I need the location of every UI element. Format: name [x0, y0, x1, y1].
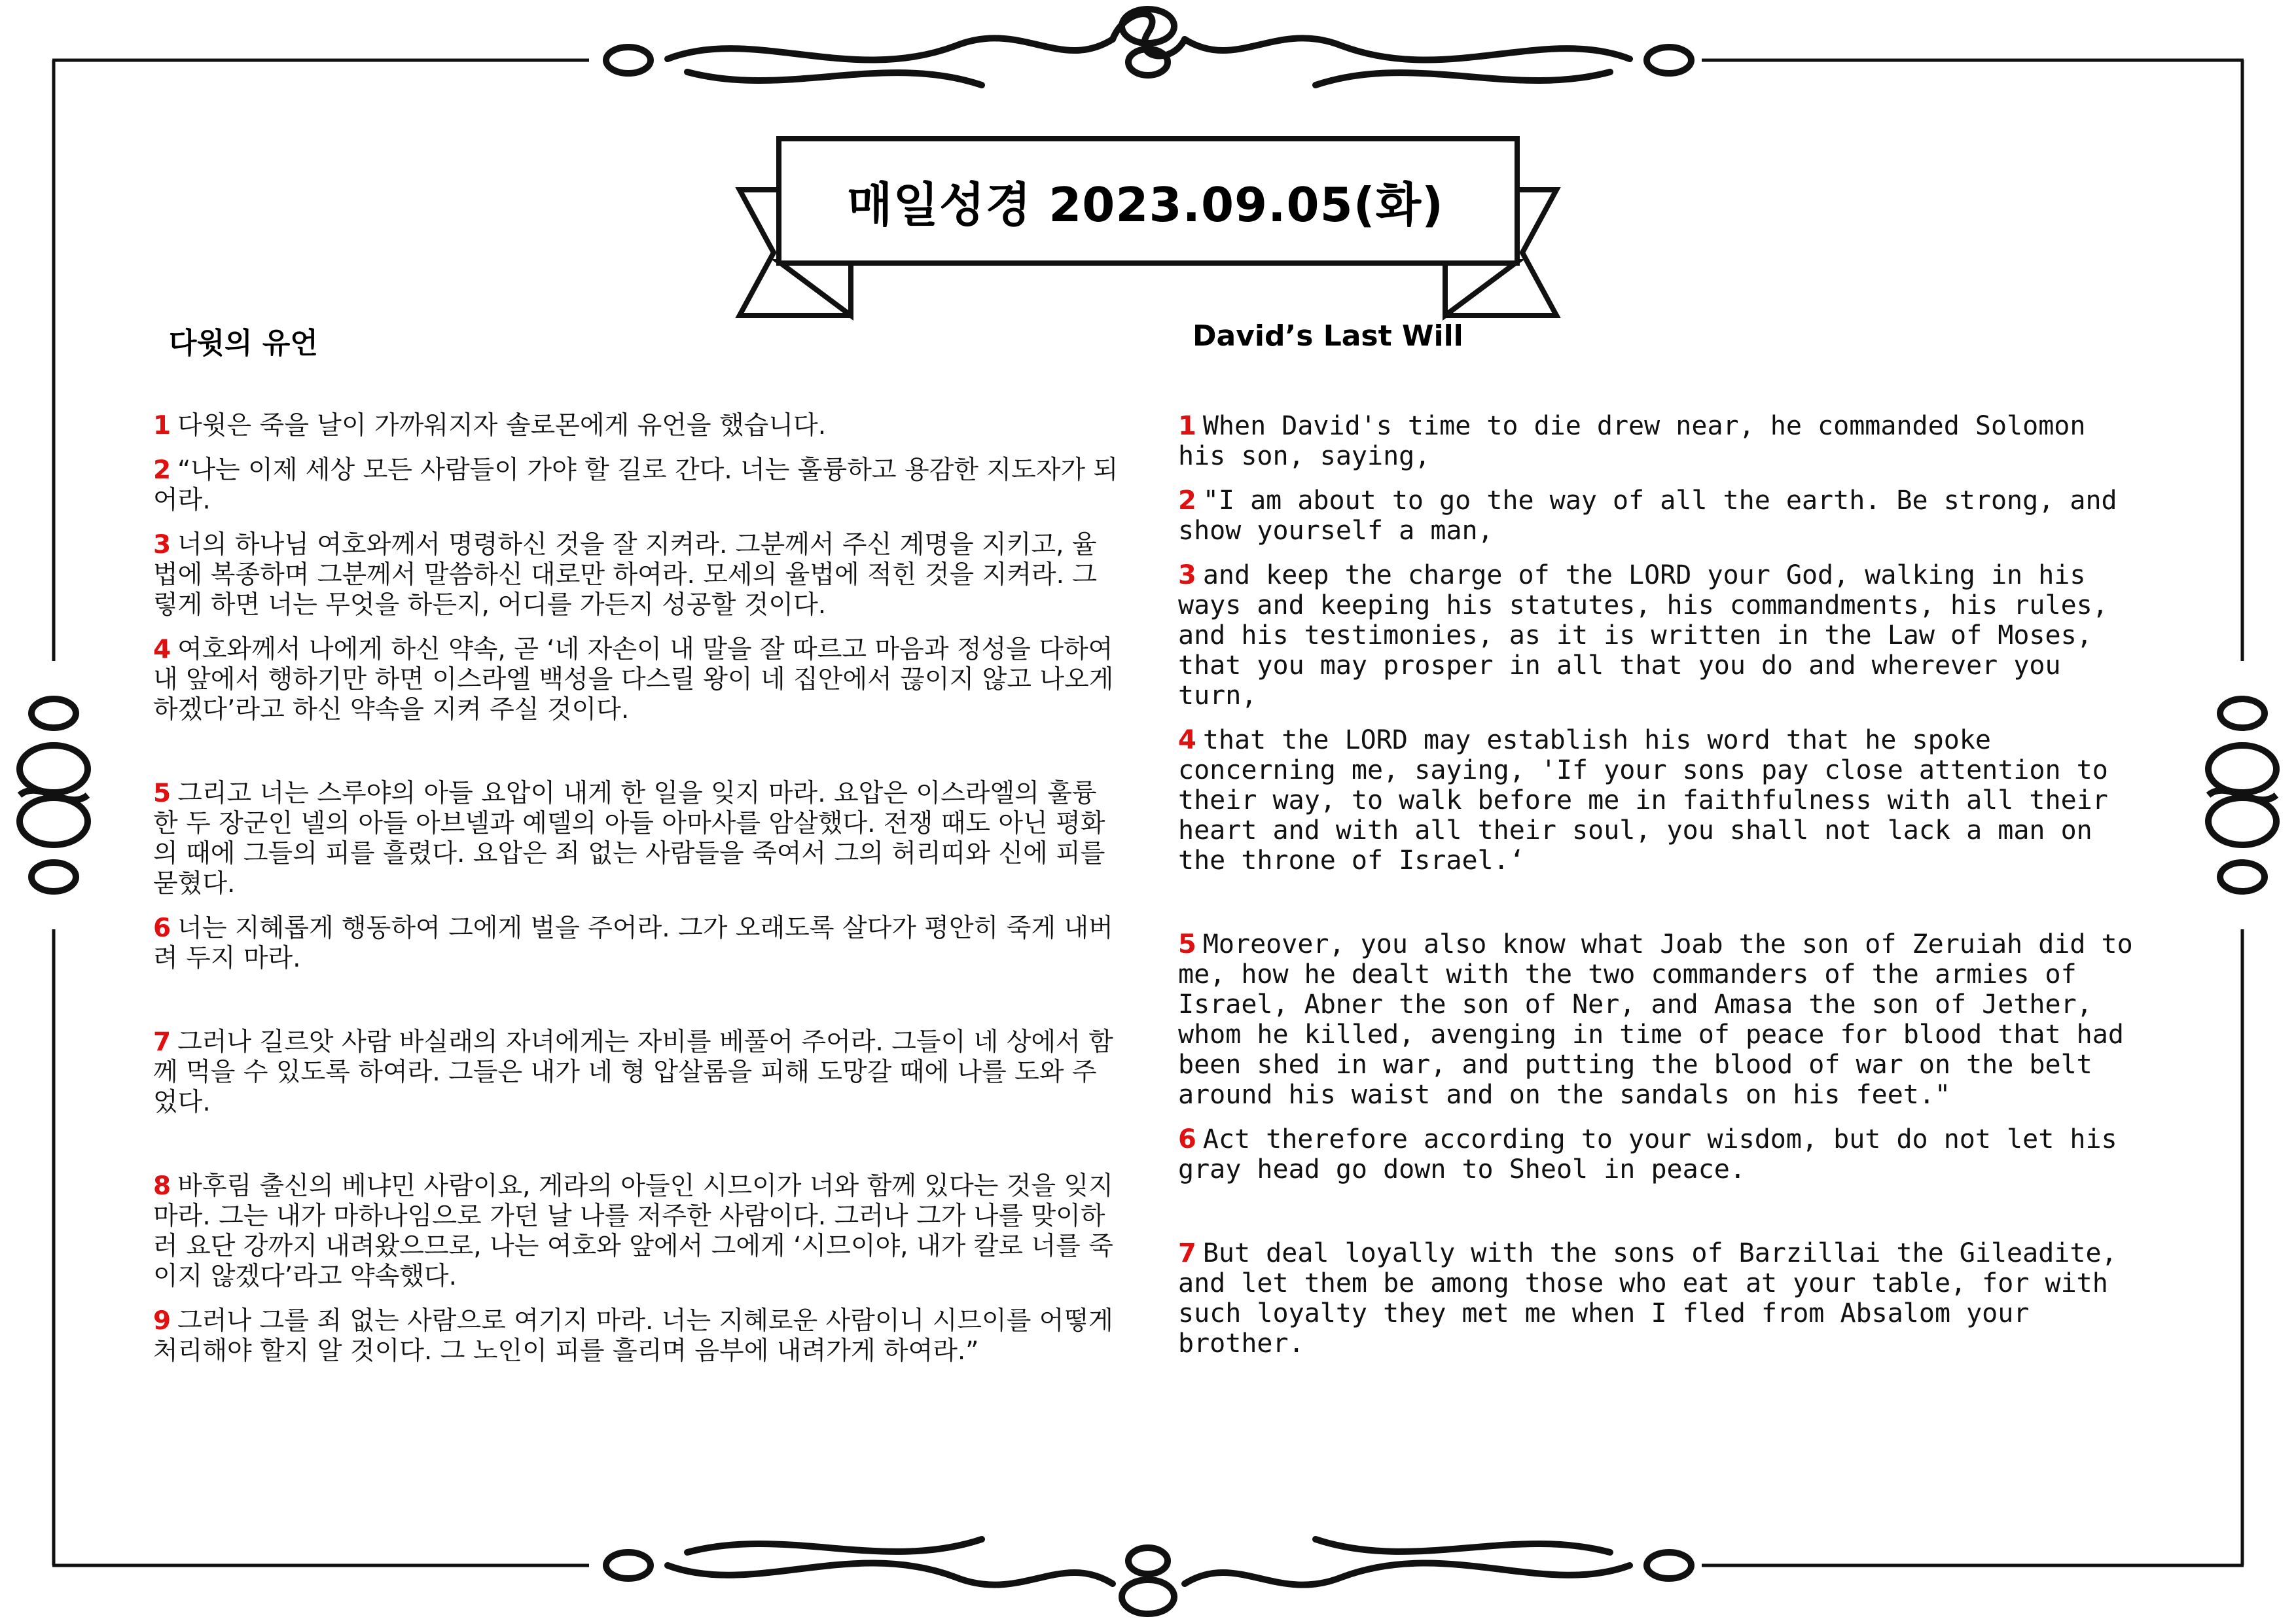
korean-heading: 다윗의 유언 — [169, 327, 318, 360]
verse-en-7 — [1178, 1238, 2147, 1359]
verse-ko-5 — [153, 779, 1119, 899]
verse-number: 6 — [1178, 1124, 1196, 1154]
verse-text: 여호와께서 나에게 하신 약속, 곧 ‘네 자손이 내 말을 잘 따르고 마음과 정성을 다하여 내 앞에서 행하기만 하면 이스라엘 백성을 다스릴 왕이 네 집안에서 끊이지 않고 나오게 하겠다’라고 하신 약속을 지켜 주실 것이다. — [153, 635, 1114, 724]
verse-number: 8 — [153, 1171, 171, 1201]
verse-number: 2 — [153, 455, 171, 485]
verse-ko-1 — [153, 411, 1119, 441]
verse-ko-3 — [153, 530, 1119, 620]
top-scroll-ornament — [606, 9, 1691, 85]
verse-en-4 — [1178, 725, 2147, 876]
english-heading: David’s Last Will — [1193, 319, 1463, 353]
verse-text: 너는 지혜롭게 행동하여 그에게 벌을 주어라. 그가 오래도록 살다가 평안히 죽게 내버려 두지 마라. — [153, 914, 1113, 973]
verse-text: Act therefore according to your wisdom, but do not let his gray head go down to Sheol in peace. — [1178, 1124, 2117, 1185]
verse-ko-4 — [153, 635, 1119, 725]
verse-en-3 — [1178, 560, 2147, 711]
verse-number: 1 — [1178, 411, 1196, 441]
verse-ko-7 — [153, 1027, 1119, 1118]
verse-text: and keep the charge of the LORD your God, walking in his ways and keeping his statutes, his commandments, his rules, and his testimonies, as it is written in the Law of Moses, that you may prosper in all that you do and wherever you turn, — [1178, 560, 2108, 711]
verse-number: 9 — [153, 1306, 171, 1336]
verse-text: 그러나 길르앗 사람 바실래의 자녀에게는 자비를 베풀어 주어라. 그들이 네 상에서 함께 먹을 수 있도록 하여라. 그들은 내가 네 형 압살롬을 피해 도망갈 때에 나를 도와 주었다. — [153, 1027, 1113, 1117]
verse-en-2 — [1178, 486, 2147, 546]
verse-number: 4 — [1178, 725, 1196, 755]
verse-number: 3 — [153, 530, 171, 560]
verse-text: 그리고 너는 스루야의 아들 요압이 내게 한 일을 잊지 마라. 요압은 이스라엘의 훌륭한 두 장군인 넬의 아들 아브넬과 예델의 아들 아마사를 암살했다. 전쟁 때도 아닌 평화의 때에 그들의 피를 흘렸다. 요압은 죄 없는 사람들을 죽여서 그의 허리띠와 신에 피를 묻혔다. — [153, 779, 1105, 899]
verse-text: Moreover, you also know what Joab the son of Zeruiah did to me, how he dealt with the two commanders of the armies of Israel, Abner the son of Ner, and Amasa the son of Jether, whom he killed, avenging in time of peace for blood that had been shed in war, and putting the blood of war on the belt around his waist and on the sandals on his feet." — [1178, 929, 2133, 1110]
verse-ko-8 — [153, 1171, 1119, 1292]
verse-number: 7 — [1178, 1238, 1196, 1268]
verse-ko-9 — [153, 1306, 1119, 1366]
verse-number: 7 — [153, 1027, 171, 1057]
right-side-ornament — [2208, 699, 2276, 891]
verse-en-6 — [1178, 1124, 2147, 1185]
verse-number: 5 — [153, 779, 171, 808]
verse-number: 5 — [1178, 929, 1196, 959]
verse-text: 너의 하나님 여호와께서 명령하신 것을 잘 지켜라. 그분께서 주신 계명을 지키고, 율법에 복종하며 그분께서 말씀하신 대로만 하여라. 모세의 율법에 적힌 것을 지켜라. 그렇게 하면 너는 무엇을 하든지, 어디를 가든지 성공할 것이다. — [153, 530, 1098, 620]
korean-column — [153, 411, 1119, 1381]
english-column — [1178, 411, 2147, 1373]
verse-number: 6 — [153, 914, 171, 943]
verse-number: 4 — [153, 635, 171, 664]
left-side-ornament — [20, 699, 88, 891]
bottom-scroll-ornament — [606, 1539, 1691, 1614]
verse-text: 다윗은 죽을 날이 가까워지자 솔로몬에게 유언을 했습니다. — [177, 411, 827, 440]
verse-text: But deal loyally with the sons of Barzillai the Gileadite, and let them be among those who eat at your table, for with such loyalty they met me when I fled from Absalom your brother. — [1178, 1238, 2117, 1359]
verse-number: 2 — [1178, 486, 1196, 516]
verse-text: 바후림 출신의 베냐민 사람이요, 게라의 아들인 시므이가 너와 함께 있다는 것을 잊지 마라. 그는 내가 마하나임으로 가던 날 나를 저주한 사람이다. 그러나 그가 나를 맞이하러 요단 강까지 내려왔으므로, 나는 여호와 앞에서 그에게 ‘시므이야, 내가 칼로 너를 죽이지 않겠다’라고 약속했다. — [153, 1171, 1113, 1291]
verse-en-5 — [1178, 929, 2147, 1110]
verse-text: "I am about to go the way of all the earth. Be strong, and show yourself a man, — [1178, 486, 2117, 546]
verse-number: 3 — [1178, 560, 1196, 590]
verse-ko-6 — [153, 914, 1119, 974]
verse-number: 1 — [153, 411, 171, 440]
verse-text: “나는 이제 세상 모든 사람들이 가야 할 길로 간다. 너는 훌륭하고 용감한 지도자가 되어라. — [153, 455, 1119, 515]
page-title: 매일성경 2023.09.05(화) — [846, 177, 1444, 232]
verse-text: 그러나 그를 죄 없는 사람으로 여기지 마라. 너는 지혜로운 사람이니 시므이를 어떻게 처리해야 할지 알 것이다. 그 노인이 피를 흘리며 음부에 내려가게 하여라.” — [153, 1306, 1113, 1366]
verse-ko-2 — [153, 455, 1119, 516]
verse-text: When David's time to die drew near, he commanded Solomon his son, saying, — [1178, 411, 2086, 471]
verse-text: that the LORD may establish his word that he spoke concerning me, saying, 'If your sons pay close attention to their way, to walk before me in faithfulness with all their heart and with all their soul, you shall not lack a man on the throne of Israel.‘ — [1178, 725, 2108, 876]
verse-en-1 — [1178, 411, 2147, 471]
